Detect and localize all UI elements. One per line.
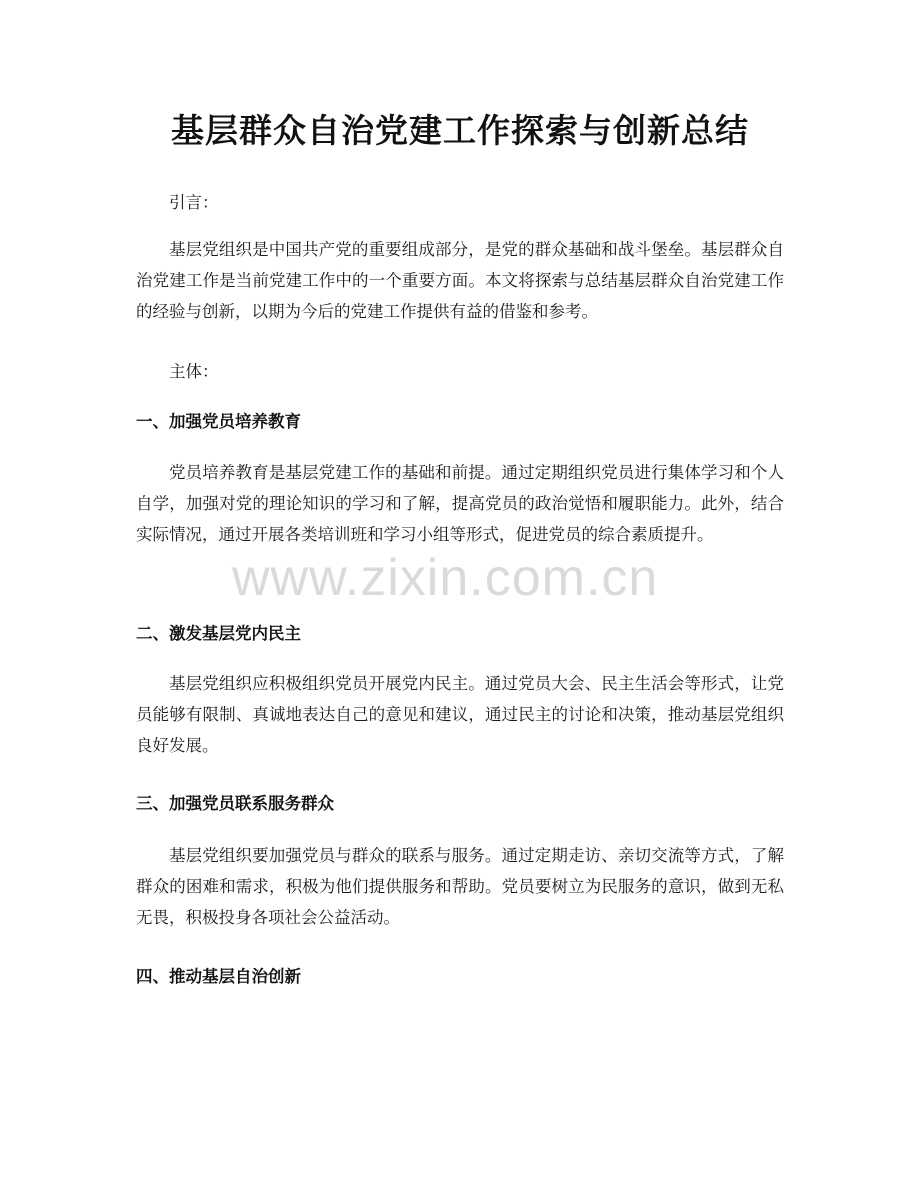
section-heading-2: 二、激发基层党内民主 — [136, 624, 301, 643]
section-paragraph-3: 基层党组织要加强党员与群众的联系与服务。通过定期走访、亲切交流等方式，了解群众的困难和需求，积极为他们提供服务和帮助。党员要树立为民服务的意识，做到无私无畏，积极投身各项社会公益活动。 — [136, 846, 784, 927]
section-heading-3: 三、加强党员联系服务群众 — [136, 794, 334, 813]
document-title: 基层群众自治党建工作探索与创新总结 — [171, 111, 749, 150]
section-heading-1: 一、加强党员培养教育 — [136, 412, 301, 431]
intro-label: 引言： — [169, 193, 219, 212]
section-paragraph-2: 基层党组织应积极组织党员开展党内民主。通过党员大会、民主生活会等形式，让党员能够有限制、真诚地表达自己的意见和建议，通过民主的讨论和决策，推动基层党组织良好发展。 — [136, 674, 784, 755]
body-label: 主体： — [169, 362, 219, 381]
section-paragraph-1: 党员培养教育是基层党建工作的基础和前提。通过定期组织党员进行集体学习和个人自学，加强对党的理论知识的学习和了解，提高党员的政治觉悟和履职能力。此外，结合实际情况，通过开展各类培训班和学习小组等形式，促进党员的综合素质提升。 — [136, 463, 784, 544]
intro-paragraph: 基层党组织是中国共产党的重要组成部分，是党的群众基础和战斗堡垒。基层群众自治党建工作是当前党建工作中的一个重要方面。本文将探索与总结基层群众自治党建工作的经验与创新，以期为今后的党建工作提供有益的借鉴和参考。 — [136, 240, 784, 321]
watermark: www.zixin.com.cn — [232, 549, 659, 607]
section-heading-4: 四、推动基层自治创新 — [136, 967, 301, 986]
